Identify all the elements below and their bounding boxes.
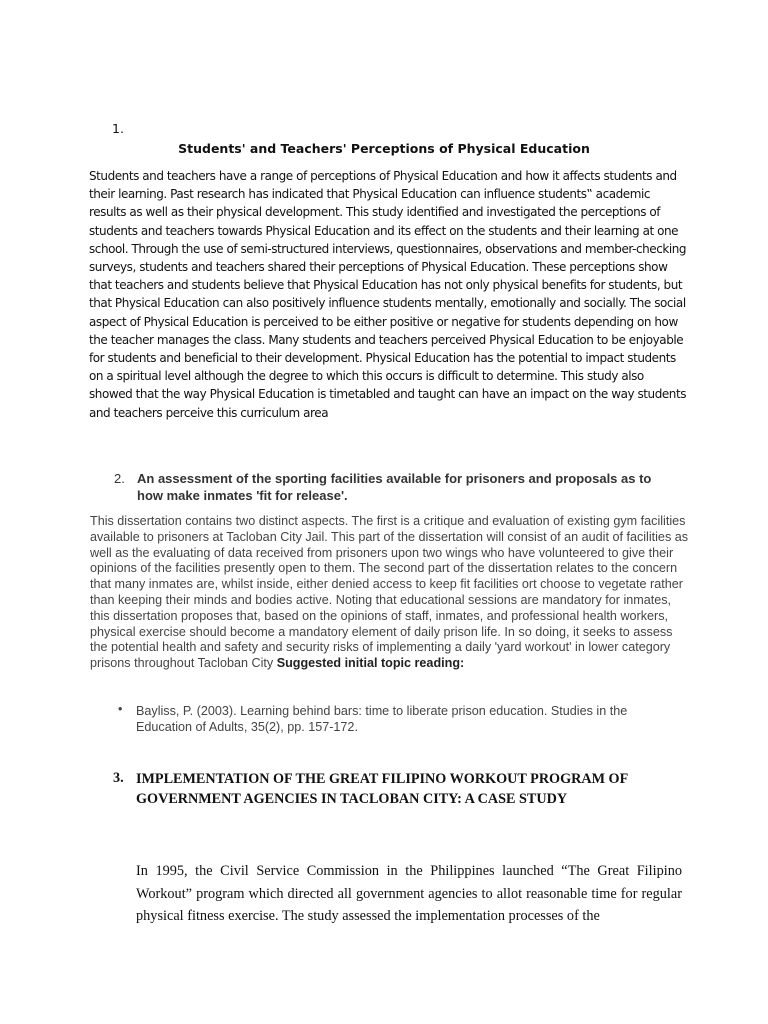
section-2-title: An assessment of the sporting facilities available for prisoners and proposals as to how make inmates 'fit for release'. (137, 471, 652, 503)
section-2-number: 2. (114, 471, 125, 486)
section-1-number: 1. (112, 121, 124, 136)
section-2-abstract (90, 514, 690, 672)
section-3-abstract: In 1995, the Civil Service Commission in the Philippines launched “The Great Filipino Workout” program which directed all government agencies to allot reasonable time for regular physical fitness exercise. The study assessed the implementation processes of the (136, 863, 682, 924)
section-3-number: 3. (113, 770, 124, 786)
reference-bullet: • (118, 702, 123, 716)
section-1-abstract: Students and teachers have a range of perceptions of Physical Education and how it affects students and their learning. Past research has indicated that Physical Education can influence students‟ academic results as well as their physical development. This study identified and investigated the perceptions of students and teachers towards Physical Education and its effect on the students and their learning at one school. Through the use of semi-structured interviews, questionnaires, observations and member-checking surveys, students and teachers shared their perceptions of Physical Education. These perceptions show that teachers and students believe that Physical Education has not only physical benefits for students, but that Physical Education can also positively influence students mentally, emotionally and socially. The social aspect of Physical Education is perceived to be either positive or negative for students depending on how the teacher manages the class. Many students and teachers perceived Physical Education to be enjoyable for students and beneficial to their development. Physical Education has the potential to impact students on a spiritual level although the degree to which this occurs is difficult to determine. This study also showed that the way Physical Education is timetabled and taught can have an impact on the way students and teachers perceive this curriculum area (89, 169, 687, 420)
reference-item: Bayliss, P. (2003). Learning behind bars: time to liberate prison education. Studies in the Education of Adults, 35(2), pp. 157-172. (136, 704, 628, 734)
section-1-title: Students' and Teachers' Perceptions of Physical Education (178, 141, 590, 156)
section-3-title: IMPLEMENTATION OF THE GREAT FILIPINO WORKOUT PROGRAM OF GOVERNMENT AGENCIES IN TACLOBAN CITY: A CASE STUDY (136, 771, 628, 807)
section-2-abstract-text: This dissertation contains two distinct aspects. The first is a critique and evaluation of existing gym facilities available to prisoners at Tacloban City Jail. This part of the dissertation will consist of an audit of facilities as well as the evaluating of data received from prisoners upon two wings who have volunteered to give their opinions of the facilities presently open to them. The second part of the dissertation relates to the concern that many inmates are, whilst inside, either denied access to keep fit facilities ort choose to vegetate rather than keeping their minds and bodies active. Noting that educational sessions are mandatory for inmates, this dissertation proposes that, based on the opinions of staff, inmates, and professional health workers, physical exercise should become a mandatory element of daily prison life. In so doing, it seeks to assess the potential health and safety and security risks of implementing a daily 'yard workout' in lower category prisons throughout Tacloban City (90, 514, 689, 671)
suggested-reading-label: Suggested initial topic reading: (276, 656, 465, 671)
